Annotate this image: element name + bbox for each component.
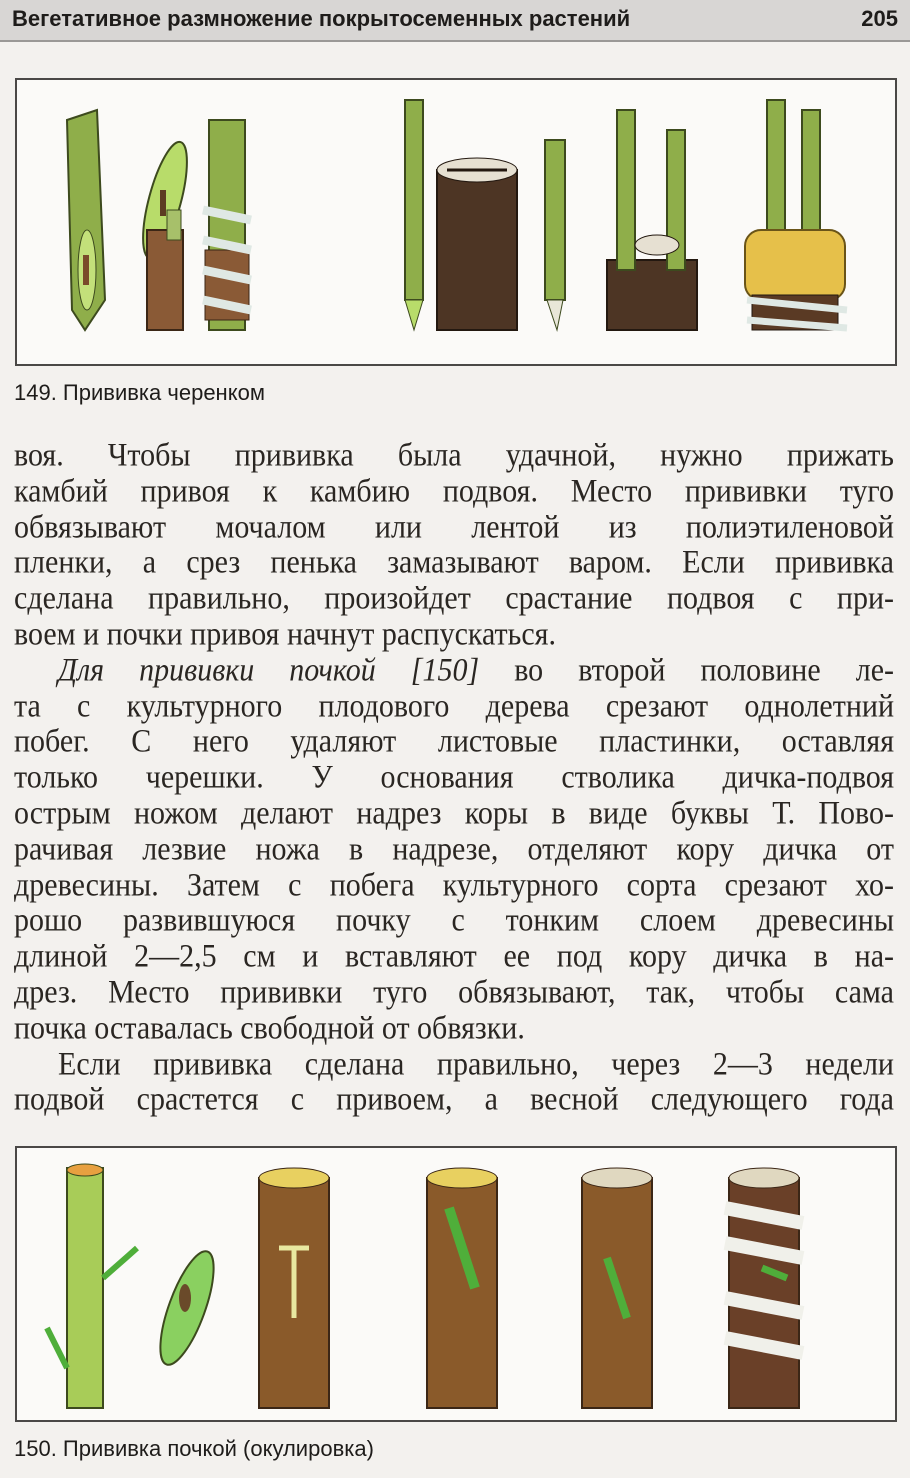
- scion-grafting-illustration: [17, 80, 895, 364]
- pointed-scion-drawing: [545, 140, 565, 330]
- figure-149-caption: 149. Прививка черенком: [14, 380, 265, 405]
- figure-150-budding: [15, 1146, 897, 1422]
- text-line: побег. С него удаляют листовые пластинки, оставляя: [14, 723, 894, 760]
- paragraph-1: [14, 436, 894, 651]
- text-run: во второй половине ле-: [479, 651, 894, 689]
- running-header: [0, 0, 910, 42]
- page-number: 205: [861, 6, 898, 31]
- waxed-graft-drawing: [745, 100, 847, 330]
- text-line: сделана правильно, произойдет срастание подвоя с при-: [14, 580, 894, 617]
- bud-inserted-drawing: [582, 1168, 652, 1408]
- text-line: только черешки. У основания стволика дичка-подвоя: [14, 759, 894, 796]
- text-line: камбий привоя к камбию подвоя. Место прививки туго: [14, 472, 894, 510]
- text-line: подвой срастется с привоем, а весной следующего года: [14, 1081, 894, 1118]
- text-line: [14, 651, 894, 690]
- split-stump-drawing: [437, 158, 517, 330]
- text-line: длиной 2—2,5 см и вставляют ее под кору дичка в на-: [14, 938, 894, 975]
- bud-shield-drawing: [150, 1245, 225, 1370]
- paragraph-3: [14, 1045, 894, 1117]
- bud-inserting-drawing: [427, 1168, 497, 1408]
- chapter-title: Вегетативное размножение покрытосеменных растений: [12, 6, 631, 31]
- figure-150-caption: 150. Прививка почкой (окулировка): [14, 1436, 374, 1461]
- text-line: та с культурного плодового дерева срезают однолетний: [14, 687, 894, 724]
- figure-149-scion-grafting: [15, 78, 897, 366]
- text-line: древесины. Затем с побега культурного сорта срезают хо-: [14, 866, 894, 903]
- text-line: пленки, а срез пенька замазывают варом. Если прививка: [14, 544, 894, 581]
- text-line: обвязывают мочалом или лентой из полиэтиленовой: [14, 508, 894, 545]
- t-cut-rootstock-drawing: [259, 1168, 329, 1408]
- text-line: воем и почки привоя начнут распускаться.: [14, 616, 556, 653]
- text-line: дрез. Место прививки туго обвязывают, так, чтобы сама: [14, 974, 894, 1011]
- text-line: рошо развившуюся почку с тонким слоем древесины: [14, 902, 894, 939]
- paragraph-2: [14, 651, 894, 1045]
- text-line: воя. Чтобы прививка была удачной, нужно прижать: [14, 437, 894, 474]
- bound-bud-graft-drawing: [725, 1168, 803, 1408]
- bound-graft-drawing: [203, 120, 251, 330]
- budwood-shoot-drawing: [47, 1164, 137, 1408]
- text-line: рачивая лезвие ножа в надрезе, отделяют кору дичка от: [14, 830, 894, 868]
- scion-cutting-drawing: [67, 110, 105, 330]
- text-line: Если прививка сделана правильно, через 2—3 недели: [58, 1045, 894, 1082]
- text-line: почка оставалась свободной от обвязки.: [14, 1009, 525, 1047]
- wedge-scion-drawing: [405, 100, 423, 330]
- budding-illustration: [17, 1148, 895, 1420]
- stump-with-scions-drawing: [607, 110, 697, 330]
- italic-term: Для прививки почкой [150]: [58, 651, 480, 689]
- body-text: [14, 436, 894, 1116]
- text-line: острым ножом делают надрез коры в виде буквы Т. Пово-: [14, 795, 894, 832]
